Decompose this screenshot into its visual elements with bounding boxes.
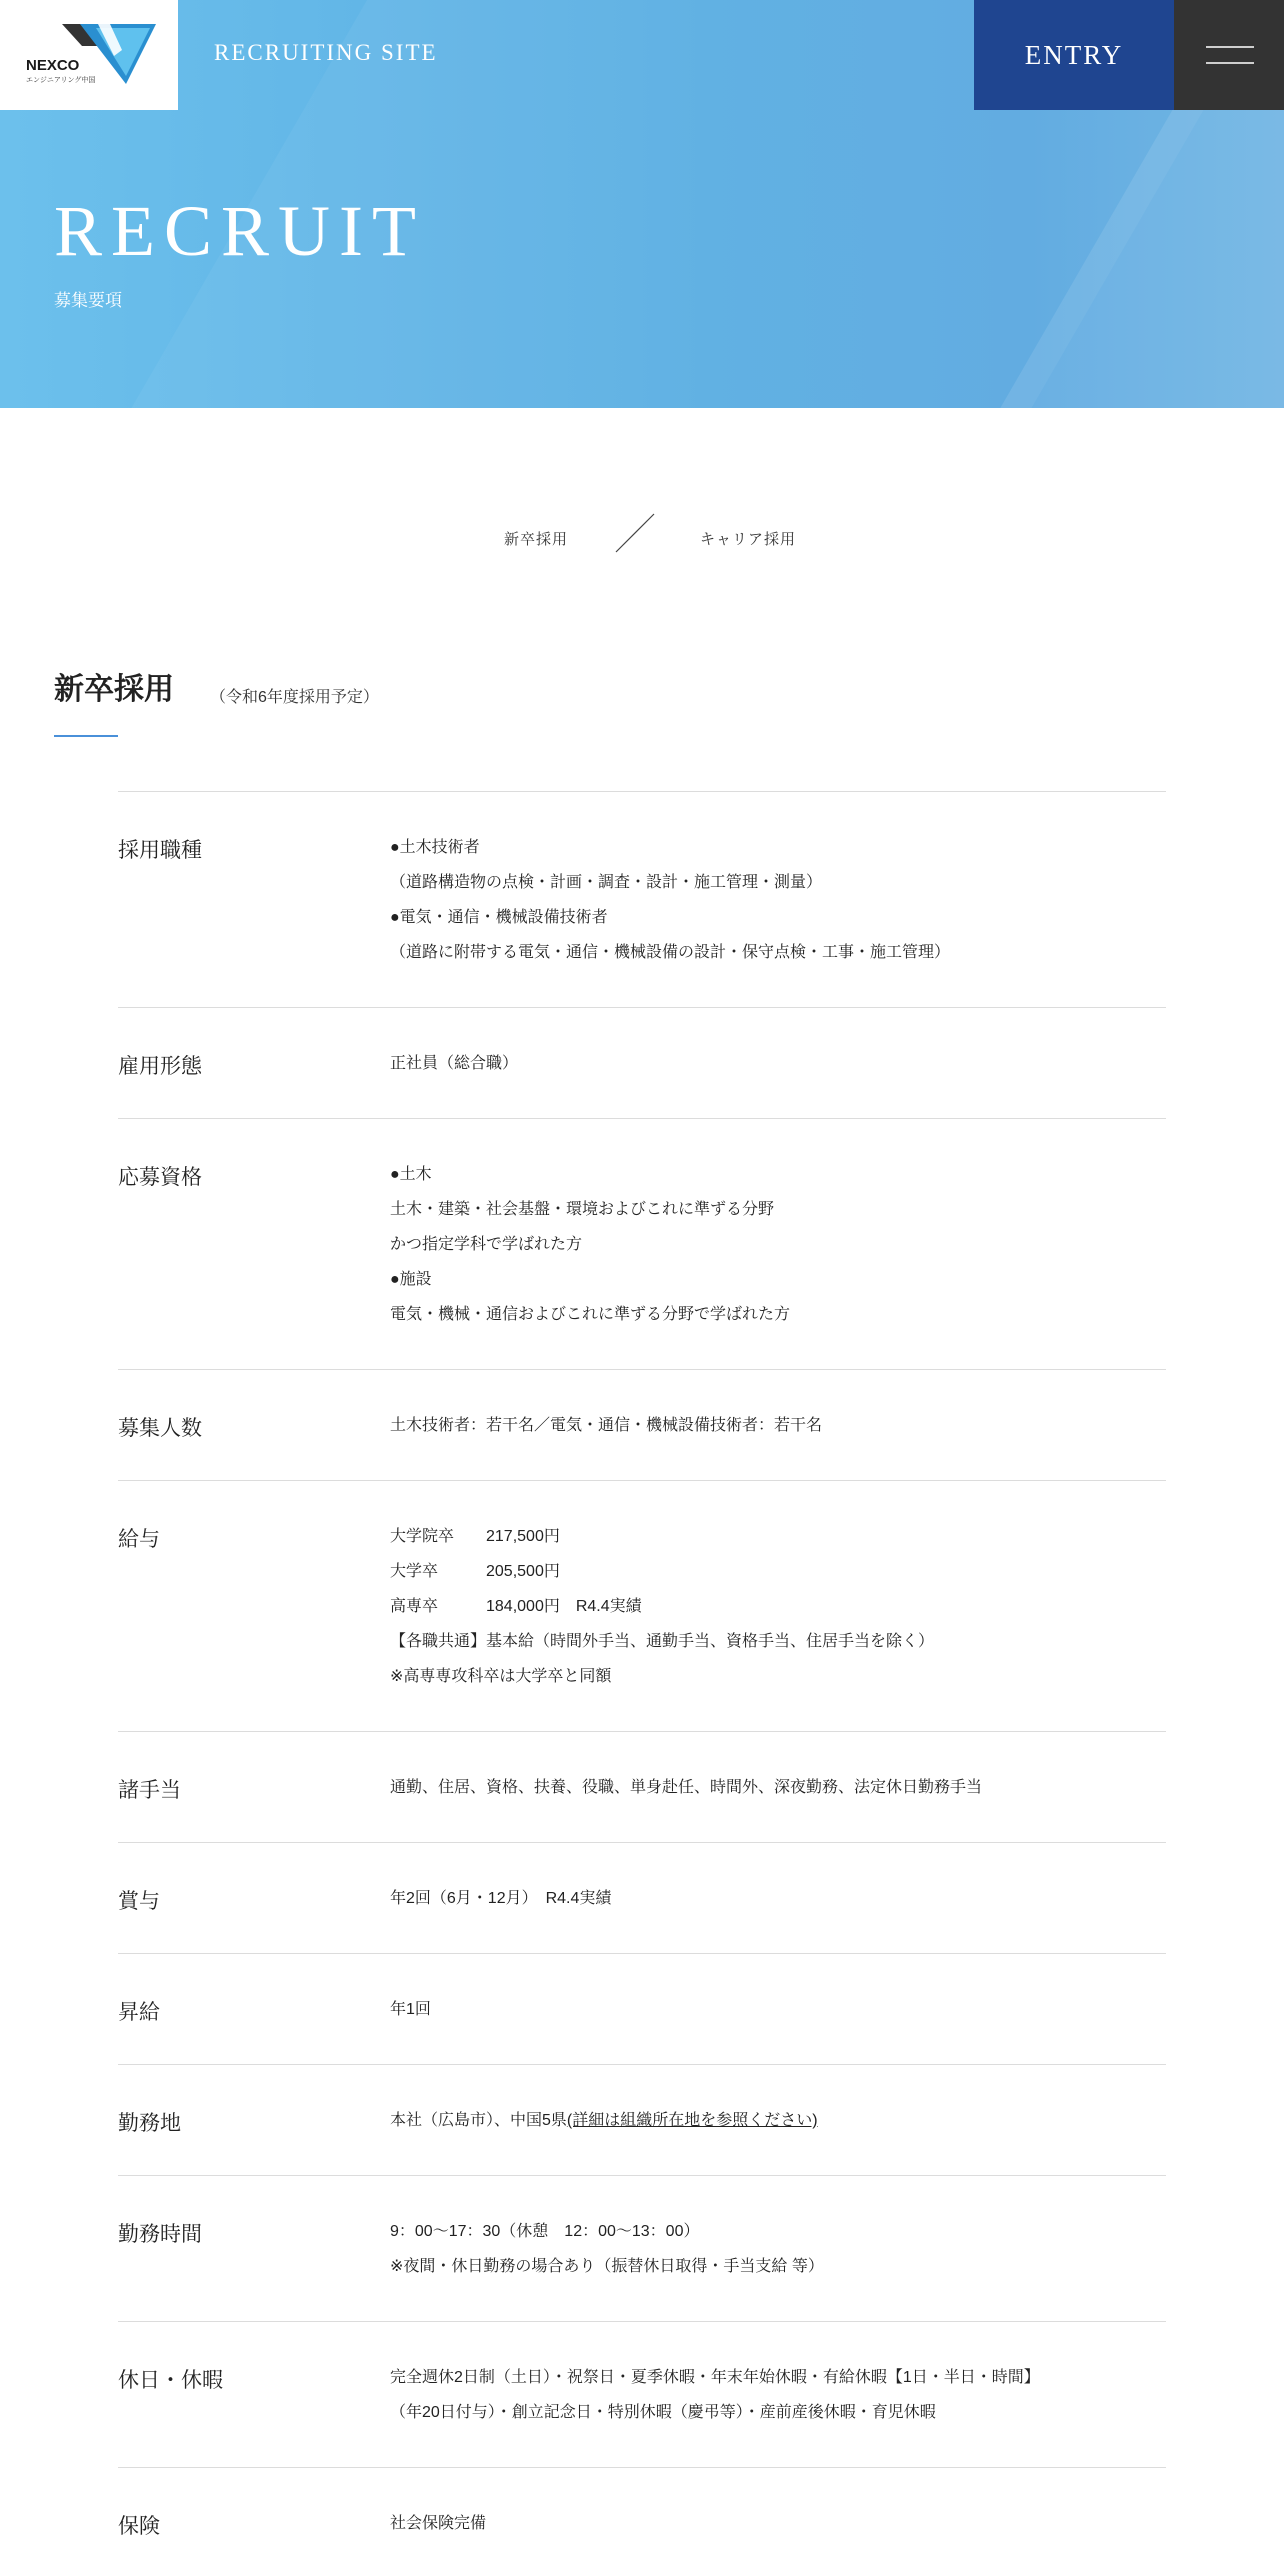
row-label: 給与 bbox=[118, 1527, 160, 1551]
row-text: ●電気・通信・機械設備技術者 bbox=[390, 909, 608, 926]
section-title: 新卒採用 bbox=[54, 672, 174, 707]
table-row bbox=[118, 1731, 1166, 1842]
site-label: RECRUITING SITE bbox=[214, 40, 438, 65]
row-text: 正社員（総合職） bbox=[390, 1055, 519, 1072]
page-subtitle: 募集要項 bbox=[54, 291, 122, 311]
tab-divider-icon bbox=[614, 510, 658, 554]
row-label: 雇用形態 bbox=[118, 1054, 202, 1078]
row-label: 勤務地 bbox=[118, 2111, 181, 2135]
row-text: 完全週休2日制（土日）・祝祭日・夏季休暇・年末年始休暇・有給休暇【1日・半日・時間】 bbox=[390, 2369, 1040, 2386]
row-text: 本社（広島市）、中国5県 bbox=[390, 2112, 567, 2129]
row-content bbox=[390, 1408, 822, 1443]
table-row bbox=[118, 791, 1166, 1007]
table-row bbox=[118, 2467, 1166, 2567]
logo-subtext: エンジニアリング中国 bbox=[26, 76, 96, 84]
row-label: 諸手当 bbox=[118, 1778, 181, 1802]
entry-button[interactable]: ENTRY bbox=[974, 0, 1174, 110]
nexco-logo-icon bbox=[22, 20, 156, 90]
recruit-tabs bbox=[0, 510, 1284, 570]
row-text: かつ指定学科で学ばれた方 bbox=[390, 1236, 583, 1253]
row-text: ●施設 bbox=[390, 1271, 432, 1288]
logo-link[interactable] bbox=[0, 0, 178, 110]
row-text: 年1回 bbox=[390, 2001, 431, 2018]
table-row bbox=[118, 1953, 1166, 2064]
row-content bbox=[390, 2214, 824, 2284]
office-locations-link[interactable]: (詳細は組織所在地を参照ください) bbox=[566, 2112, 818, 2129]
row-label: 休日・休暇 bbox=[118, 2368, 223, 2392]
row-text: ※夜間・休日勤務の場合あり（振替休日取得・手当支給 等） bbox=[390, 2258, 824, 2275]
row-content bbox=[390, 2103, 818, 2138]
row-text: ●土木 bbox=[390, 1166, 432, 1183]
row-text: 大学院卒 217,500円 bbox=[390, 1528, 560, 1545]
row-text: ●土木技術者 bbox=[390, 839, 480, 856]
row-text: ※高専専攻科卒は大学卒と同額 bbox=[390, 1668, 612, 1685]
row-text: 社会保険完備 bbox=[390, 2515, 487, 2532]
row-label: 採用職種 bbox=[118, 838, 202, 862]
section-note: （令和6年度採用予定） bbox=[210, 689, 379, 706]
table-row bbox=[118, 1842, 1166, 1953]
hamburger-icon[interactable] bbox=[1174, 0, 1284, 110]
row-label: 昇給 bbox=[118, 2000, 160, 2024]
row-text: 大学卒 205,500円 bbox=[390, 1563, 560, 1580]
row-label: 募集人数 bbox=[118, 1416, 202, 1440]
row-text: 電気・機械・通信およびこれに準ずる分野で学ばれた方 bbox=[390, 1306, 791, 1323]
row-text: 【各職共通】基本給（時間外手当、通勤手当、資格手当、住居手当を除く） bbox=[390, 1633, 935, 1650]
row-text: 年2回（6月・12月） R4.4実績 bbox=[390, 1890, 612, 1907]
row-label: 応募資格 bbox=[118, 1165, 202, 1189]
table-row bbox=[118, 1007, 1166, 1118]
row-text: 通勤、住居、資格、扶養、役職、単身赴任、時間外、深夜勤務、法定休日勤務手当 bbox=[390, 1779, 983, 1796]
row-content bbox=[390, 830, 950, 970]
table-row bbox=[118, 1369, 1166, 1480]
row-text: 高専卒 184,000円 R4.4実績 bbox=[390, 1598, 642, 1615]
row-label: 勤務時間 bbox=[118, 2222, 202, 2246]
row-label: 賞与 bbox=[118, 1889, 160, 1913]
site-header bbox=[0, 0, 1284, 110]
row-content bbox=[390, 1519, 934, 1694]
tab-career[interactable]: キャリア採用 bbox=[700, 531, 797, 548]
table-row bbox=[118, 1480, 1166, 1731]
row-content bbox=[390, 1046, 518, 1081]
row-label: 保険 bbox=[118, 2514, 160, 2538]
table-row bbox=[118, 1118, 1166, 1369]
section-underline bbox=[54, 735, 118, 737]
row-text: 9：00～17：30（休憩 12：00～13：00） bbox=[390, 2223, 700, 2240]
recruit-spec-table bbox=[118, 791, 1166, 2567]
row-text: （道路構造物の点検・計画・調査・設計・施工管理・測量） bbox=[390, 874, 823, 891]
table-row bbox=[118, 2064, 1166, 2175]
row-content bbox=[390, 1157, 790, 1332]
tab-new-graduate[interactable]: 新卒採用 bbox=[504, 531, 569, 548]
row-text: （年20日付与）・創立記念日・特別休暇（慶弔等）・産前産後休暇・育児休暇 bbox=[390, 2404, 936, 2421]
row-content bbox=[390, 1881, 611, 1916]
table-row bbox=[118, 2321, 1166, 2467]
table-row bbox=[118, 2175, 1166, 2321]
row-text: 土木技術者：若干名／電気・通信・機械設備技術者：若干名 bbox=[390, 1417, 823, 1434]
row-content bbox=[390, 1770, 982, 1805]
row-text: 土木・建築・社会基盤・環境およびこれに準ずる分野 bbox=[390, 1201, 775, 1218]
row-content bbox=[390, 2360, 1040, 2430]
page-title: RECRUIT bbox=[54, 191, 426, 271]
row-text: （道路に附帯する電気・通信・機械設備の設計・保守点検・工事・施工管理） bbox=[390, 944, 951, 961]
logo-text: NEXCO bbox=[26, 57, 80, 74]
row-content bbox=[390, 1992, 431, 2027]
row-content bbox=[390, 2506, 486, 2541]
